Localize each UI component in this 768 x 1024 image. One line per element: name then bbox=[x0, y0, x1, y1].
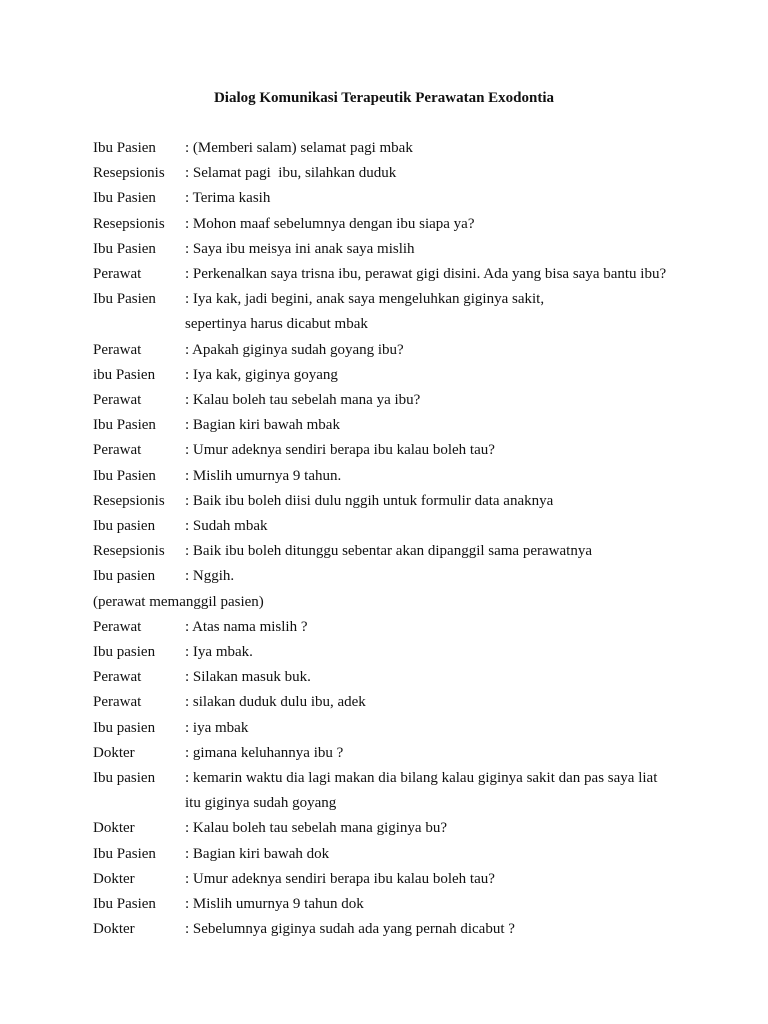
dialog-speaker: Resepsionis bbox=[93, 215, 165, 232]
dialog-speaker: Ibu Pasien bbox=[93, 240, 156, 257]
dialog-line: : kemarin waktu dia lagi makan dia bilang kalau giginya sakit dan pas saya liat bbox=[185, 770, 658, 787]
dialog-speaker bbox=[93, 791, 185, 816]
dialog-row bbox=[93, 867, 713, 892]
dialog-row bbox=[93, 388, 713, 413]
dialog-speaker: Perawat bbox=[93, 694, 142, 711]
dialog-row bbox=[93, 287, 713, 312]
dialog-line: : silakan duduk dulu ibu, adek bbox=[185, 694, 366, 711]
dialog-speaker: Perawat bbox=[93, 442, 142, 459]
dialog-speaker: Resepsionis bbox=[93, 543, 165, 560]
dialog-row bbox=[93, 816, 713, 841]
dialog-speaker: Perawat bbox=[93, 341, 142, 358]
dialog-row bbox=[93, 766, 713, 791]
dialog-row bbox=[93, 741, 713, 766]
dialog-line: : Iya kak, jadi begini, anak saya mengeluhkan giginya sakit, bbox=[185, 291, 545, 308]
dialog-row bbox=[93, 338, 713, 363]
dialog-line: : Kalau boleh tau sebelah mana giginya bu? bbox=[185, 820, 447, 837]
dialog-line: : Umur adeknya sendiri berapa ibu kalau boleh tau? bbox=[185, 870, 495, 887]
dialog-row bbox=[93, 665, 713, 690]
dialog-speaker: Ibu pasien bbox=[93, 770, 156, 787]
dialog-row bbox=[93, 489, 713, 514]
dialog-line: : Kalau boleh tau sebelah mana ya ibu? bbox=[185, 392, 421, 409]
dialog-line: : Nggih. bbox=[185, 568, 235, 585]
dialog-line: : Mislih umurnya 9 tahun. bbox=[185, 467, 342, 484]
dialog-speaker: Ibu pasien bbox=[93, 518, 156, 535]
dialog-speaker: Ibu Pasien bbox=[93, 845, 156, 862]
dialog-line: : Apakah giginya sudah goyang ibu? bbox=[185, 341, 404, 358]
dialog-speaker: Ibu Pasien bbox=[93, 291, 156, 308]
dialog-speaker: Resepsionis bbox=[93, 492, 165, 509]
dialog-row bbox=[93, 892, 713, 917]
document-title: Dialog Komunikasi Terapeutik Perawatan Exodontia bbox=[213, 90, 555, 106]
dialog-speaker: Ibu Pasien bbox=[93, 417, 156, 434]
dialog-line: : Baik ibu boleh diisi dulu nggih untuk formulir data anaknya bbox=[185, 492, 554, 509]
dialog-row bbox=[93, 716, 713, 741]
dialog-line: : gimana keluhannya ibu ? bbox=[185, 744, 344, 761]
dialog-speaker: Dokter bbox=[93, 921, 135, 938]
dialog-speaker: Dokter bbox=[93, 820, 135, 837]
dialog-row bbox=[93, 161, 713, 186]
dialog-line: : iya mbak bbox=[185, 719, 249, 736]
dialog-speaker: Dokter bbox=[93, 744, 135, 761]
dialog-line: : Mohon maaf sebelumnya dengan ibu siapa ya? bbox=[185, 215, 475, 232]
dialog-row bbox=[93, 640, 713, 665]
dialog-row bbox=[93, 237, 713, 262]
dialog-line: : Baik ibu boleh ditunggu sebentar akan dipanggil sama perawatnya bbox=[185, 543, 592, 560]
dialog-line: : Iya kak, giginya goyang bbox=[185, 366, 338, 383]
dialog-row bbox=[93, 917, 713, 942]
dialog-line: : Atas nama mislih ? bbox=[185, 618, 308, 635]
dialog-row bbox=[93, 690, 713, 715]
dialog-speaker: Ibu Pasien bbox=[93, 896, 156, 913]
dialog-row bbox=[93, 363, 713, 388]
dialog-row bbox=[93, 136, 713, 161]
dialog-row bbox=[93, 312, 713, 337]
dialog-speaker: Perawat bbox=[93, 669, 142, 686]
dialog-speaker: Ibu pasien bbox=[93, 644, 156, 661]
dialog-speaker: Perawat bbox=[93, 392, 142, 409]
dialog-row bbox=[93, 212, 713, 237]
dialog-speaker: Dokter bbox=[93, 870, 135, 887]
dialog-line: : Iya mbak. bbox=[185, 644, 253, 661]
dialog-speaker: Ibu Pasien bbox=[93, 467, 156, 484]
dialog-line: : Terima kasih bbox=[185, 190, 271, 207]
dialog-line: : Selamat pagi ibu, silahkan duduk bbox=[185, 165, 397, 182]
dialog-speaker: Ibu Pasien bbox=[93, 140, 156, 156]
dialog-line: : Sebelumnya giginya sudah ada yang pernah dicabut ? bbox=[185, 921, 515, 938]
dialog-row bbox=[93, 842, 713, 867]
dialog-row bbox=[93, 564, 713, 589]
dialog-row bbox=[93, 464, 713, 489]
dialog-line: : Bagian kiri bawah dok bbox=[185, 845, 330, 862]
dialog-speaker: Ibu pasien bbox=[93, 719, 156, 736]
dialog-line: sepertinya harus dicabut mbak bbox=[185, 316, 368, 333]
dialog-row bbox=[93, 262, 713, 287]
dialog-line: : Perkenalkan saya trisna ibu, perawat gigi disini. Ada yang bisa saya bantu ibu? bbox=[185, 266, 667, 283]
dialog-row bbox=[93, 186, 713, 211]
dialog-row bbox=[93, 791, 713, 816]
dialog-row bbox=[93, 539, 713, 564]
dialog-speaker: Perawat bbox=[93, 618, 142, 635]
dialog-line: : Bagian kiri bawah mbak bbox=[185, 417, 340, 434]
dialog-speaker: Perawat bbox=[93, 266, 142, 283]
dialog-line: : Silakan masuk buk. bbox=[185, 669, 311, 686]
dialog-speaker: Ibu Pasien bbox=[93, 190, 156, 207]
dialog-list bbox=[93, 136, 713, 943]
dialog-speaker bbox=[93, 312, 185, 337]
dialog-row bbox=[93, 438, 713, 463]
dialog-line: : Umur adeknya sendiri berapa ibu kalau boleh tau? bbox=[185, 442, 495, 459]
dialog-line: : Saya ibu meisya ini anak saya mislih bbox=[185, 240, 415, 257]
dialog-row bbox=[93, 514, 713, 539]
dialog-speaker: ibu Pasien bbox=[93, 366, 156, 383]
dialog-line: : Mislih umurnya 9 tahun dok bbox=[185, 896, 364, 913]
dialog-row bbox=[93, 615, 713, 640]
dialog-narration: (perawat memanggil pasien) bbox=[93, 593, 264, 610]
dialog-row bbox=[93, 413, 713, 438]
dialog-line: itu giginya sudah goyang bbox=[185, 795, 337, 812]
dialog-speaker: Ibu pasien bbox=[93, 568, 156, 585]
dialog-line: : (Memberi salam) selamat pagi mbak bbox=[185, 140, 413, 156]
dialog-speaker: Resepsionis bbox=[93, 165, 165, 182]
dialog-line: : Sudah mbak bbox=[185, 518, 268, 535]
